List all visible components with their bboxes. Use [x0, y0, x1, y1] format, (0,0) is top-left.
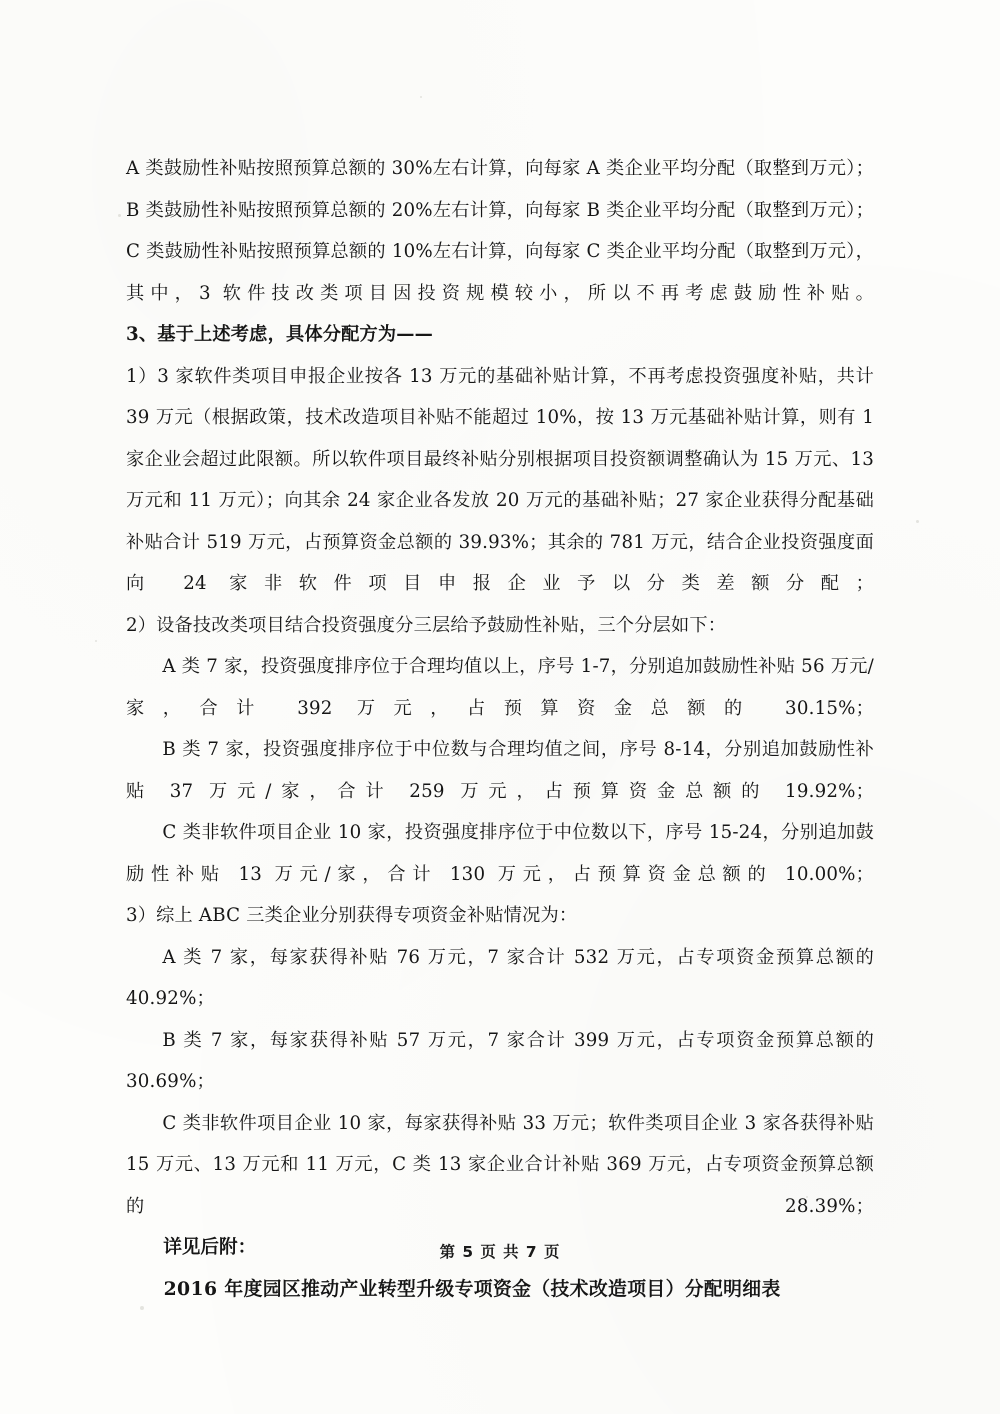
paragraph-item-3-2: 2）设备技改类项目结合投资强度分三层给予鼓励性补贴，三个分层如下： [126, 614, 727, 636]
paragraph-result-c: C 类非软件项目企业 10 家，每家获得补贴 33 万元；软件类项目企业 3 家各获得补贴 15 万元、13 万元和 11 万元，C 类 13 家企业合计补贴 369 万元，占专项资金预算总额的 28.39%； [126, 1112, 874, 1217]
paragraph-result-a: A 类 7 家，每家获得补贴 76 万元，7 家合计 532 万元，占专项资金预算总额的 40.92%； [126, 946, 874, 1009]
paragraph-tier-b: B 类 7 家，投资强度排序位于中位数与合理均值之间，序号 8-14，分别追加鼓励性补贴 37 万元/家，合计 259 万元，占预算资金总额的 19.92%； [126, 739, 874, 802]
paragraph-class-a-subsidy: A 类鼓励性补贴按照预算总额的 30%左右计算，向每家 A 类企业平均分配（取整到万元）； [126, 158, 874, 179]
paragraph-tier-c: C 类非软件项目企业 10 家，投资强度排序位于中位数以下，序号 15-24，分别追加鼓励性补贴 13 万元/家，合计 130 万元，占预算资金总额的 10.00%； [126, 822, 874, 885]
paragraph-class-b-subsidy: B 类鼓励性补贴按照预算总额的 20%左右计算，向每家 B 类企业平均分配（取整到万元）； [126, 199, 874, 221]
page-footer: 第 5 页 共 7 页 [439, 1243, 561, 1261]
attachment-title: 2016 年度园区推动产业转型升级专项资金（技术改造项目）分配明细表 [163, 1277, 781, 1300]
paragraph-item-3-3: 3）综上 ABC 三类企业分别获得专项资金补贴情况为： [126, 905, 578, 926]
paragraph-result-b: B 类 7 家，每家获得补贴 57 万元，7 家合计 399 万元，占专项资金预算总额的 30.69%； [126, 1029, 874, 1092]
paragraph-item-3-heading: 3、基于上述考虑，具体分配方为—— [126, 324, 434, 345]
document-body [126, 148, 874, 1310]
paragraph-item-3-1: 1）3 家软件类项目申报企业按各 13 万元的基础补贴计算，不再考虑投资强度补贴，共计 39 万元（根据政策，技术改造项目补贴不能超过 10%，按 13 万元基础补贴计算，则有 1 家企业会超过此限额。所以软件项目最终补贴分别根据项目投资额调整确认为 15 万元、13 万元和 11 万元）；向其余 24 家企业各发放 20 万元的基础补贴；27 家企业获得分配基础补贴合计 519 万元，占预算资金总额的 39.93%；其余的 781 万元，结合企业投资强度面向 24 家非软件项目申报企业予以分类差额分配； [126, 365, 874, 594]
scan-speckle [118, 214, 121, 217]
scan-speckle [95, 640, 97, 642]
scan-speckle [916, 520, 919, 523]
scan-speckle [420, 96, 422, 98]
see-attachment-label: 详见后附： [163, 1237, 257, 1258]
paragraph-tier-a: A 类 7 家，投资强度排序位于合理均值以上，序号 1-7，分别追加鼓励性补贴 56 万元/家，合计 392 万元，占预算资金总额的 30.15%； [126, 656, 874, 719]
paragraph-class-c-subsidy: C 类鼓励性补贴按照预算总额的 10%左右计算，向每家 C 类企业平均分配（取整到万元），其中，3 软件技改类项目因投资规模较小，所以不再考虑鼓励性补贴。 [126, 241, 874, 304]
